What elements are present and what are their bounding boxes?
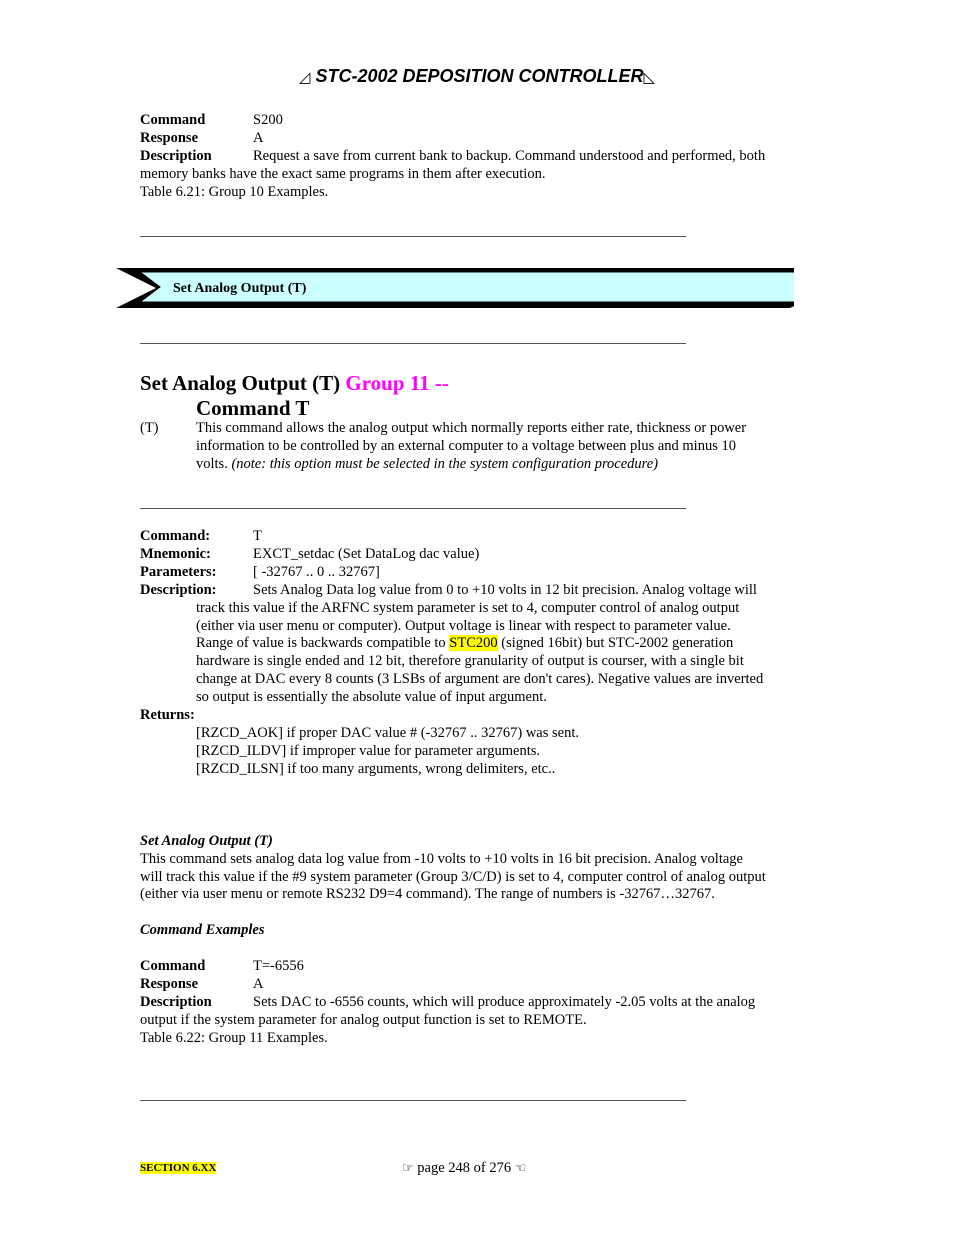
intro-line1: This command allows the analog output which normally reports either rate, thickness or power (196, 420, 747, 436)
left-corner-icon: ◿ (298, 69, 311, 86)
return-item: [RZCD_ILSN] if too many arguments, wrong delimiters, etc.. (196, 761, 556, 777)
spec-description-line7: so output is essentially the absolute value of input argument. (196, 689, 547, 705)
ex10-command-label: Command (140, 112, 206, 128)
divider (140, 1100, 686, 1101)
ex11-description-line2: output if the system parameter for analog output function is set to REMOTE. (140, 1012, 587, 1028)
ex11-command-label: Command (140, 958, 206, 974)
summary-title: Set Analog Output (T) (140, 833, 273, 849)
ex11-description-line1: Sets DAC to -6556 counts, which will produce approximately -2.05 volts at the analog (253, 994, 756, 1010)
summary-line2: will track this value if the #9 system parameter (Group 3/C/D) is set to 4, computer control of analog output (140, 869, 766, 885)
ex11-command-value: T=-6556 (253, 958, 304, 974)
divider (140, 236, 686, 237)
divider (140, 508, 686, 509)
spec-description-label: Description: (140, 582, 217, 598)
ex10-command-value: S200 (253, 112, 283, 128)
ex10-description-line2: memory banks have the exact same programs in them after execution. (140, 166, 546, 182)
highlighted-term: STC200 (449, 635, 498, 651)
spec-parameters-label: Parameters: (140, 564, 217, 580)
return-item: [RZCD_AOK] if proper DAC value # (-32767 .. 32767) was sent. (196, 725, 579, 741)
spec-mnemonic-label: Mnemonic: (140, 546, 211, 562)
pointing-left-icon: ☜ (514, 1161, 527, 1176)
spec-returns-label: Returns: (140, 707, 195, 723)
spec-command-value: T (253, 528, 262, 544)
spec-description-line6: change at DAC every 8 counts (3 LSBs of argument are don't cares). Negative values are inverted (196, 671, 764, 687)
heading-group: Group 11 -- (345, 371, 449, 395)
spec-command-label: Command: (140, 528, 211, 544)
section-heading (140, 371, 449, 396)
spec-description-line4-b: (signed 16bit) but STC-2002 generation (497, 635, 734, 651)
ex10-description-label: Description (140, 148, 212, 164)
section-tag: (T) (140, 420, 159, 436)
section-subheading: Command T (196, 396, 310, 420)
heading-text: Set Analog Output (T) (140, 371, 346, 395)
pointing-right-icon: ☞ (402, 1161, 414, 1176)
ex11-description-label: Description (140, 994, 212, 1010)
spec-description-line2: track this value if the ARFNC system parameter is set to 4, computer control of analog output (196, 600, 740, 616)
intro-note: (note: this option must be selected in the system configuration procedure) (231, 456, 659, 472)
spec-mnemonic-value: EXCT_setdac (Set DataLog dac value) (253, 546, 480, 562)
ex10-response-label: Response (140, 130, 199, 146)
examples-title: Command Examples (140, 922, 265, 938)
spec-description-line5: hardware is single ended and 12 bit, therefore granularity of output is courser, with a single bit (196, 653, 744, 669)
page-number: page 248 of 276 (417, 1160, 512, 1176)
spec-description-line4-a: Range of value is backwards compatible to (196, 635, 450, 651)
spec-description-line1: Sets Analog Data log value from 0 to +10 volts in 12 bit precision. Analog voltage will (253, 582, 757, 598)
ex11-response-value: A (253, 976, 264, 992)
banner-text: Set Analog Output (T) (173, 281, 307, 296)
header-title: STC-2002 DEPOSITION CONTROLLER (315, 66, 644, 86)
ex10-response-value: A (253, 130, 264, 146)
spec-description-line3: (either via user menu or computer). Output voltage is linear with respect to parameter value. (196, 618, 731, 634)
divider (140, 343, 686, 344)
ex11-caption: Table 6.22: Group 11 Examples. (140, 1030, 328, 1046)
page-header (0, 66, 954, 87)
footer-section-label: SECTION 6.XX (140, 1162, 217, 1174)
return-item: [RZCD_ILDV] if improper value for parameter arguments. (196, 743, 540, 759)
summary-line1: This command sets analog data log value from -10 volts to +10 volts in 16 bit precision. Analog voltage (140, 851, 743, 867)
ex10-description-line1: Request a save from current bank to backup. Command understood and performed, both (253, 148, 766, 164)
intro-line3 (196, 456, 658, 473)
ex11-response-label: Response (140, 976, 199, 992)
ex10-caption: Table 6.21: Group 10 Examples. (140, 184, 329, 200)
intro-line2: information to be controlled by an external computer to a voltage between plus and minus 10 (196, 438, 736, 454)
summary-line3: (either via user menu or remote RS232 D9=4 command). The range of numbers is -32767…32767. (140, 886, 715, 902)
right-corner-icon: ◺ (643, 69, 656, 86)
intro-line3-plain: volts. (196, 456, 232, 472)
spec-parameters-value: [ -32767 .. 0 .. 32767] (253, 564, 380, 580)
footer-page (402, 1160, 526, 1177)
spec-description-line4 (196, 635, 733, 652)
